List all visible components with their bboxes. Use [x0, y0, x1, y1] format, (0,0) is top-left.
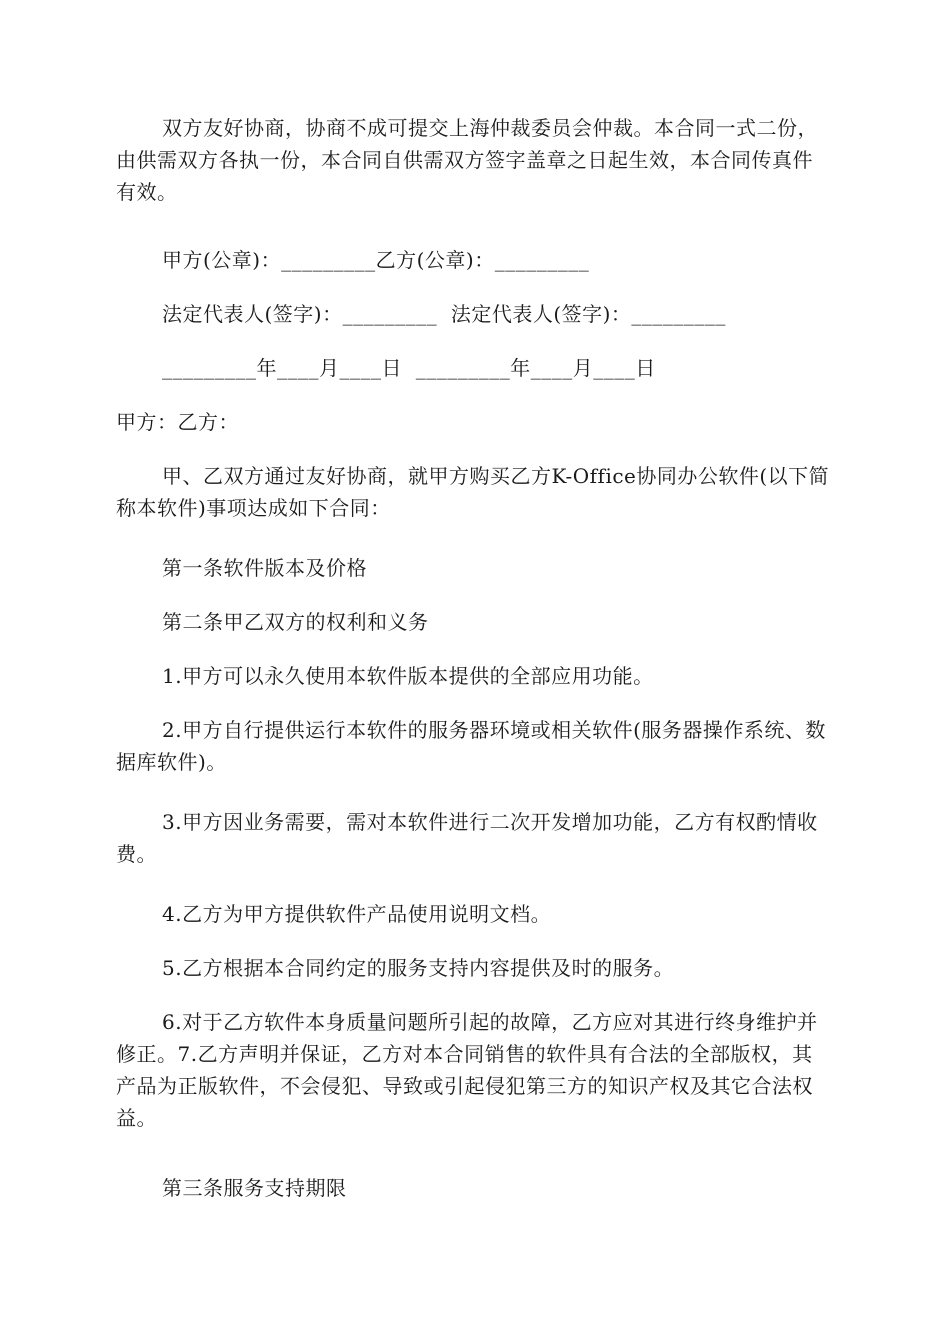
section-heading-1: 第一条软件版本及价格 [162, 556, 367, 580]
section-heading-3: 第三条服务支持期限 [162, 1176, 347, 1200]
clause-1: 1.甲方可以永久使用本软件版本提供的全部应用功能。 [162, 664, 654, 688]
paragraph-intro: 甲、乙双方通过友好协商，就甲方购买乙方K-Office协同办公软件(以下简称本软件)事项达成如下合同： [116, 464, 830, 520]
section-heading-2: 第二条甲乙双方的权利和义务 [162, 610, 429, 634]
clause-4: 4.乙方为甲方提供软件产品使用说明文档。 [162, 902, 552, 926]
seal-line: 甲方(公章)：_________乙方(公章)：_________ [162, 248, 590, 272]
legal-rep-signature-line: 法定代表人(签字)：_________ 法定代表人(签字)：_________ [162, 302, 726, 326]
clause-3: 3.甲方因业务需要，需对本软件进行二次开发增加功能，乙方有权酌情收费。 [116, 810, 818, 866]
clause-6-7: 6.对于乙方软件本身质量问题所引起的故障，乙方应对其进行终身维护并修正。7.乙方声明并保证，乙方对本合同销售的软件具有合法的全部版权，其产品为正版软件，不会侵犯、导致或引起侵犯第三方的知识产权及其它合法权益。 [116, 1010, 818, 1130]
date-line: _________年____月____日 _________年____月____日 [162, 356, 656, 380]
clause-5: 5.乙方根据本合同约定的服务支持内容提供及时的服务。 [162, 956, 675, 980]
parties-line: 甲方：乙方： [116, 410, 239, 434]
paragraph-arbitration: 双方友好协商，协商不成可提交上海仲裁委员会仲裁。本合同一式二份，由供需双方各执一份，本合同自供需双方签字盖章之日起生效，本合同传真件有效。 [116, 116, 818, 204]
clause-2: 2.甲方自行提供运行本软件的服务器环境或相关软件(服务器操作系统、数据库软件)。 [116, 718, 826, 774]
